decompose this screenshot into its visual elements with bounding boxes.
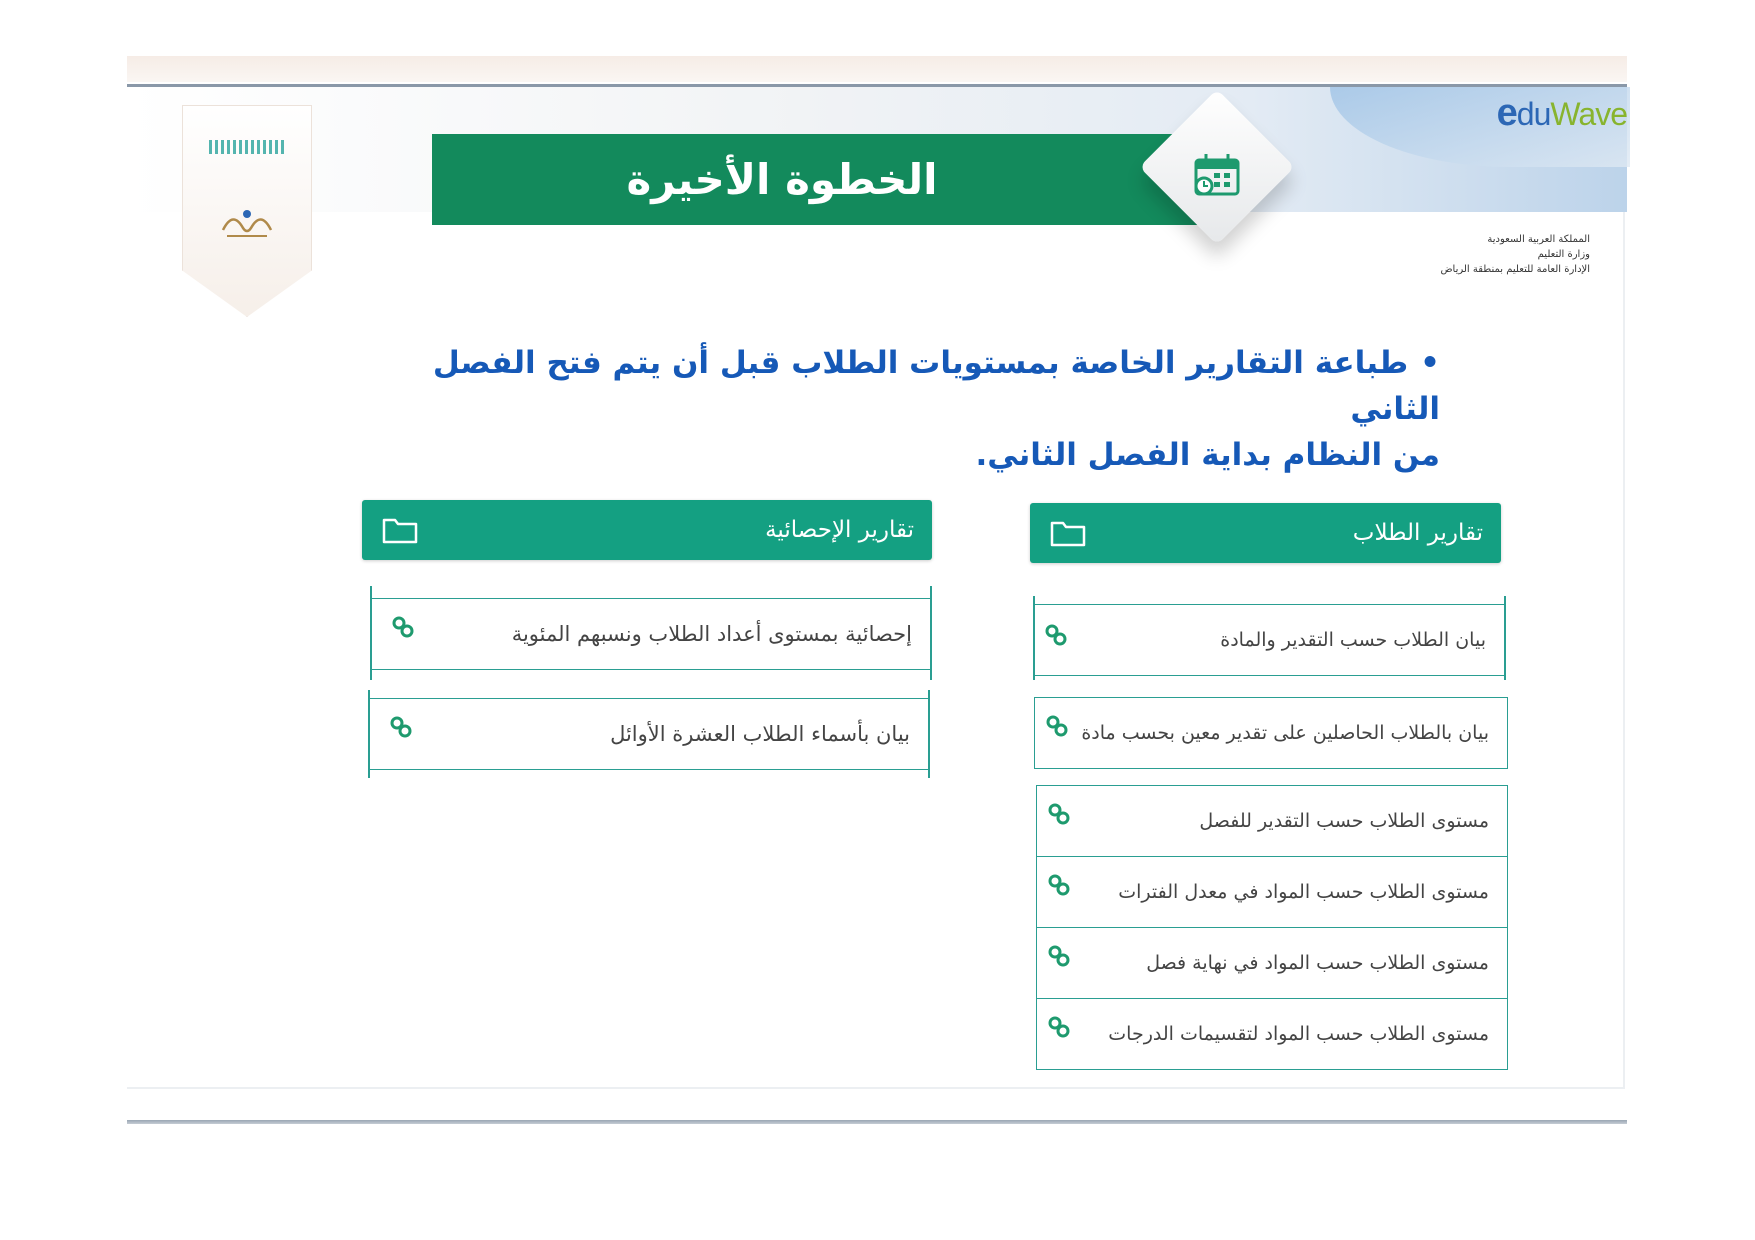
calendar-icon xyxy=(1190,150,1244,200)
list-item[interactable] xyxy=(1034,697,1508,769)
instruction-line-1 xyxy=(430,340,1440,432)
folder-icon xyxy=(382,516,418,544)
item-edge xyxy=(1033,596,1035,680)
org-line-1: المملكة العربية السعودية xyxy=(1487,234,1590,245)
org-text xyxy=(1400,232,1590,277)
list-item[interactable] xyxy=(1036,785,1508,857)
instruction-text xyxy=(430,340,1440,478)
item-label: إحصائية بمستوى أعداد الطلاب ونسبهم المئوية xyxy=(511,622,912,646)
folder-icon xyxy=(1050,519,1086,547)
link-icon xyxy=(389,715,413,739)
item-label: بيان الطلاب حسب التقدير والمادة xyxy=(1220,629,1486,651)
statistical-reports-title: تقارير الإحصائية xyxy=(765,517,914,543)
link-icon xyxy=(391,615,415,639)
statistical-reports-header[interactable] xyxy=(362,500,932,560)
student-reports-header[interactable] xyxy=(1030,503,1501,563)
item-label: مستوى الطلاب حسب المواد لتقسيمات الدرجات xyxy=(1108,1023,1489,1045)
emblem-icon xyxy=(219,206,275,240)
item-edge xyxy=(368,690,370,778)
instruction-line-2: من النظام بداية الفصل الثاني. xyxy=(975,437,1440,473)
item-label: مستوى الطلاب حسب المواد في نهاية فصل xyxy=(1146,952,1489,974)
item-label: مستوى الطلاب حسب التقدير للفصل xyxy=(1199,810,1489,832)
page-title: الخطوة الأخيرة xyxy=(626,155,938,204)
brand-du: du xyxy=(1516,96,1551,132)
brand-wave: Wave xyxy=(1550,96,1627,132)
brand-e: e xyxy=(1496,92,1517,134)
item-label: بيان بالطلاب الحاصلين على تقدير معين بحسب مادة xyxy=(1081,722,1489,744)
item-edge xyxy=(1504,596,1506,680)
item-edge xyxy=(930,586,932,680)
bottom-divider xyxy=(127,1120,1627,1124)
item-edge xyxy=(928,690,930,778)
list-item[interactable] xyxy=(369,698,928,770)
item-edge xyxy=(370,586,372,680)
item-label: مستوى الطلاب حسب المواد في معدل الفترات xyxy=(1118,881,1489,903)
list-item[interactable] xyxy=(1036,927,1508,999)
item-label: بيان بأسماء الطلاب العشرة الأوائل xyxy=(610,722,910,746)
bullet-dot: • xyxy=(1420,345,1440,381)
link-icon xyxy=(1047,873,1071,897)
list-item[interactable] xyxy=(1034,604,1504,676)
student-reports-title: تقارير الطلاب xyxy=(1352,520,1483,546)
list-item[interactable] xyxy=(1036,998,1508,1070)
org-line-2: وزارة التعليم xyxy=(1537,249,1590,260)
link-icon xyxy=(1047,944,1071,968)
link-icon xyxy=(1047,1015,1071,1039)
list-item[interactable] xyxy=(371,598,930,670)
top-strip xyxy=(127,56,1627,82)
ministry-logo xyxy=(209,140,285,154)
eduwave-logo xyxy=(1497,92,1627,135)
link-icon xyxy=(1047,802,1071,826)
org-line-3: الإدارة العامة للتعليم بمنطقة الرياض xyxy=(1440,264,1590,275)
link-icon xyxy=(1045,714,1069,738)
link-icon xyxy=(1044,623,1068,647)
list-item[interactable] xyxy=(1036,856,1508,928)
instruction-line-1-text: طباعة التقارير الخاصة بمستويات الطلاب قبل أن يتم فتح الفصل الثاني xyxy=(432,345,1440,427)
